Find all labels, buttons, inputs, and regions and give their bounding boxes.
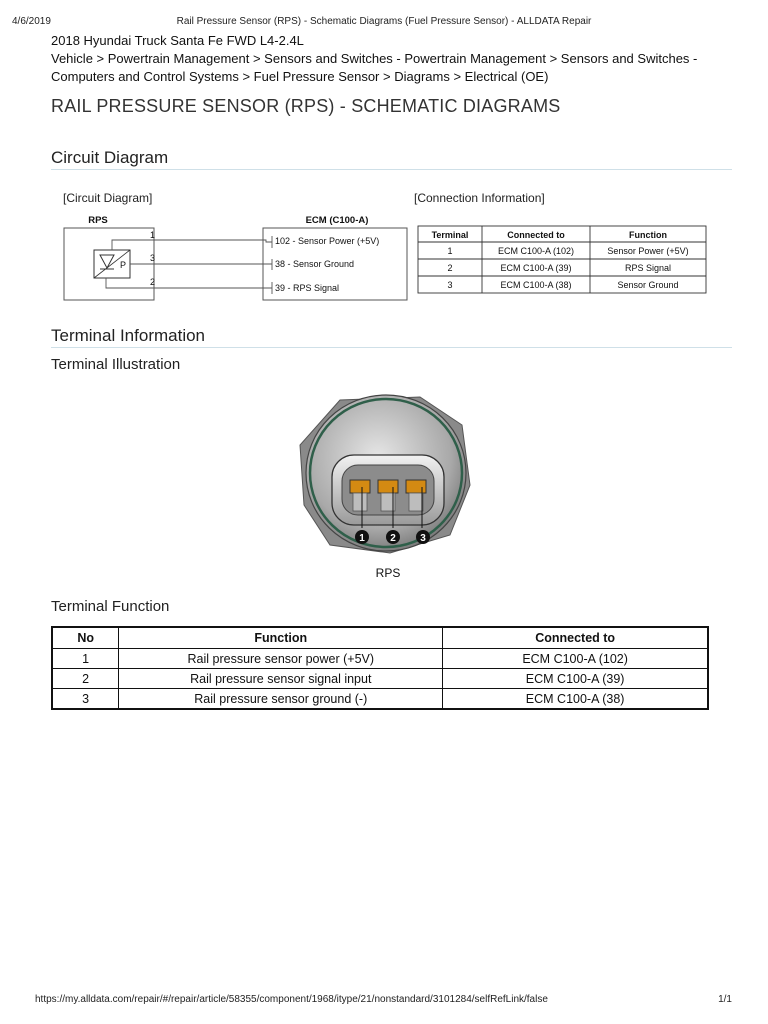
rps-connector-illustration xyxy=(290,385,480,560)
table-cell: ECM C100-A (38) xyxy=(443,689,708,710)
terminal-function-heading: Terminal Function xyxy=(51,598,170,615)
illustration-caption: RPS xyxy=(375,566,401,580)
pin-label-2: 2 xyxy=(390,533,396,544)
conn-cell: 3 xyxy=(447,280,453,290)
table-cell: 3 xyxy=(52,689,119,710)
column-header-function: Function xyxy=(119,627,443,649)
table-cell: Rail pressure sensor signal input xyxy=(119,669,443,689)
sensor-p-label: P xyxy=(120,260,127,270)
circuit-diagram xyxy=(50,184,720,308)
conn-cell: ECM C100-A (39) xyxy=(500,263,572,273)
column-header-no: No xyxy=(52,627,119,649)
print-page-number: 1/1 xyxy=(718,994,732,1005)
breadcrumb-line-2: Computers and Control Systems > Fuel Pressure Sensor > Diagrams > Electrical (OE) xyxy=(51,69,549,84)
table-row xyxy=(52,669,708,689)
column-header-connected-to: Connected to xyxy=(443,627,708,649)
conn-cell: Sensor Power (+5V) xyxy=(607,246,689,256)
rps-label: RPS xyxy=(88,215,108,226)
terminal-pins xyxy=(350,480,426,511)
page-title: RAIL PRESSURE SENSOR (RPS) - SCHEMATIC DIAGRAMS xyxy=(51,96,561,116)
ecm-label: ECM (C100-A) xyxy=(305,215,369,226)
wire-pin-1 xyxy=(150,230,272,242)
print-date: 4/6/2019 xyxy=(12,16,51,27)
divider xyxy=(51,169,732,170)
conn-cell: Sensor Ground xyxy=(617,280,679,290)
wire-pin-3 xyxy=(150,253,272,264)
conn-cell: ECM C100-A (38) xyxy=(500,280,572,290)
print-footer-url: https://my.alldata.com/repair/#/repair/article/58355/component/1968/itype/21/nonstandard/3101284/selfRefLink/false xyxy=(35,994,548,1005)
table-cell: ECM C100-A (102) xyxy=(443,649,708,669)
connection-info-caption: [Connection Information] xyxy=(414,191,545,205)
ecm-terminal-102: 102 - Sensor Power (+5V) xyxy=(275,236,380,246)
conn-header-connected: Connected to xyxy=(507,230,565,240)
table-cell: Rail pressure sensor ground (-) xyxy=(119,689,443,710)
pin-number: 3 xyxy=(150,253,156,263)
pin-labels xyxy=(355,530,430,544)
table-header-row xyxy=(52,627,708,649)
table-cell: Rail pressure sensor power (+5V) xyxy=(119,649,443,669)
circuit-diagram-caption: [Circuit Diagram] xyxy=(63,191,153,205)
pin-number: 1 xyxy=(150,230,156,240)
conn-header-function: Function xyxy=(629,230,667,240)
conn-cell: 1 xyxy=(447,246,453,256)
pin-label-3: 3 xyxy=(420,533,426,544)
vehicle-name: 2018 Hyundai Truck Santa Fe FWD L4-2.4L xyxy=(51,33,304,48)
conn-cell: RPS Signal xyxy=(624,263,672,273)
divider xyxy=(51,347,732,348)
terminal-information-heading: Terminal Information xyxy=(51,326,206,345)
print-header-title: Rail Pressure Sensor (RPS) - Schematic Diagrams (Fuel Pressure Sensor) - ALLDATA Repair xyxy=(176,16,592,27)
table-cell: 1 xyxy=(52,649,119,669)
wire-pin-2 xyxy=(150,277,272,288)
pin-number: 2 xyxy=(150,277,156,287)
terminal-illustration-heading: Terminal Illustration xyxy=(51,356,181,373)
table-row xyxy=(52,689,708,710)
ecm-terminal-38: 38 - Sensor Ground xyxy=(275,259,355,269)
circuit-diagram-heading: Circuit Diagram xyxy=(51,148,169,167)
conn-cell: ECM C100-A (102) xyxy=(497,246,575,256)
breadcrumb-line-1: Vehicle > Powertrain Management > Sensors and Switches - Powertrain Management > Sensors and Switches - xyxy=(51,51,698,66)
pin-label-1: 1 xyxy=(359,533,365,544)
terminal-function-table xyxy=(51,626,709,710)
table-cell: 2 xyxy=(52,669,119,689)
ecm-terminal-39: 39 - RPS Signal xyxy=(275,283,340,293)
conn-header-terminal: Terminal xyxy=(431,230,469,240)
conn-cell: 2 xyxy=(447,263,453,273)
table-row xyxy=(52,649,708,669)
table-cell: ECM C100-A (39) xyxy=(443,669,708,689)
pressure-sensor-symbol xyxy=(94,250,130,278)
